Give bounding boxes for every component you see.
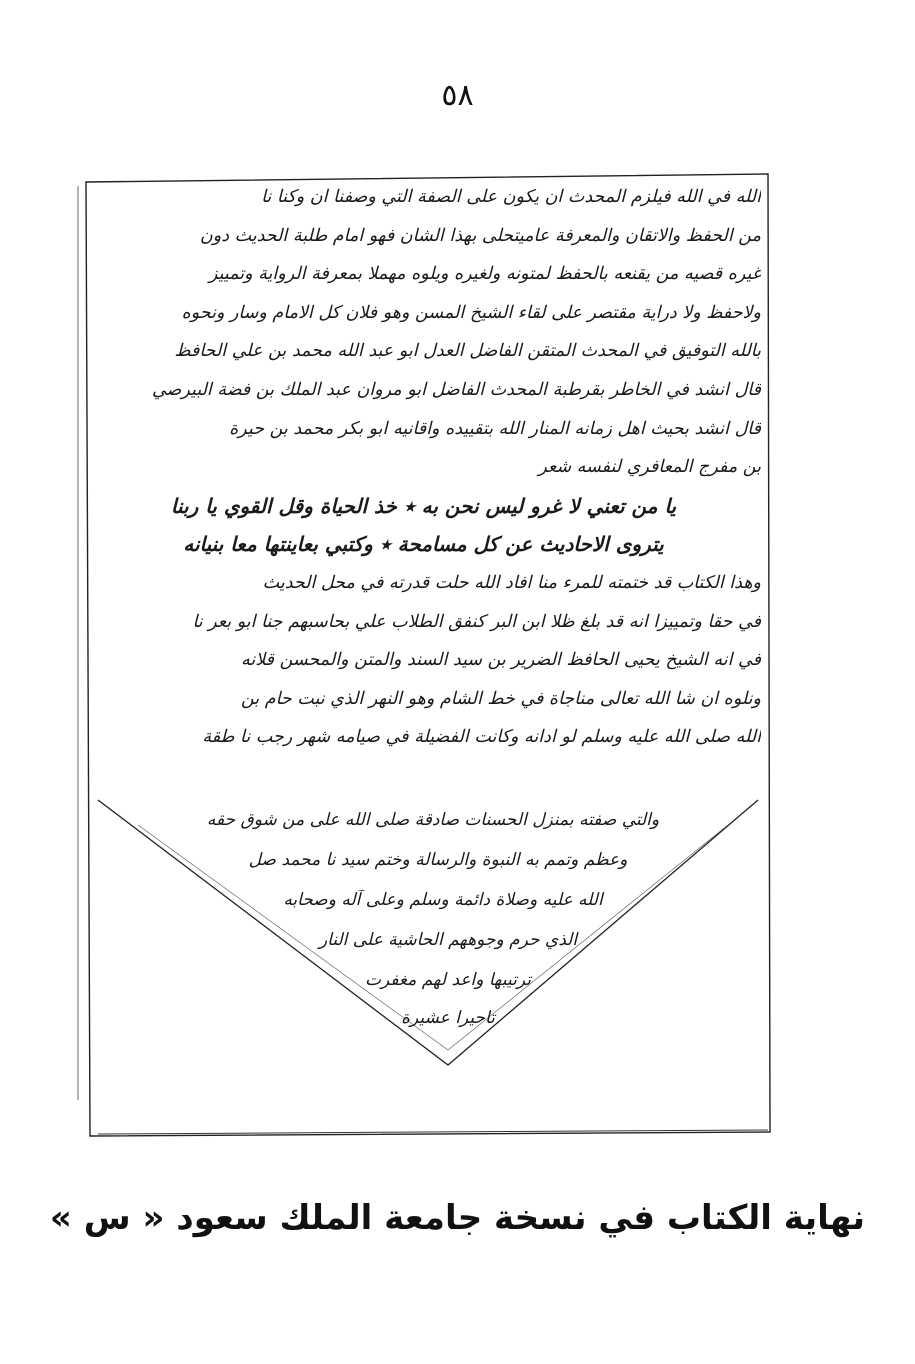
figure-caption: نهاية الكتاب في نسخة جامعة الملك سعود « س » — [49, 1198, 866, 1238]
manuscript-line: ونلوه ان شا الله تعالى مناجاة في خط الشام وهو النهر الذي نبت حام بن — [240, 688, 761, 709]
colophon-line: والتي صفته بمنزل الحسنات صادقة صلى الله على من شوق حقه — [206, 810, 660, 830]
colophon-line: وعظم وتمم به النبوة والرسالة وختم سيد نا محمد صل — [248, 850, 628, 870]
manuscript-image — [68, 160, 788, 1140]
manuscript-line: في انه الشيخ يحيى الحافظ الضرير بن سيد السند والمتن والمحسن قلانه — [240, 650, 761, 671]
manuscript-line: وهذا الكتاب قد ختمته للمرء منا افاد الله حلت قدرته في محل الحديث — [262, 572, 761, 593]
colophon-line: الله عليه وصلاة دائمة وسلم وعلى آله وصحابه — [283, 890, 603, 910]
manuscript-line: قال انشد بحيث اهل زمانه المنار الله بتقييده واقانيه ابو بكر محمد بن حيرة — [229, 418, 761, 439]
manuscript-verse: يتروى الاحاديث عن كل مسامحة ٭ وكتبي بعاينتها معا بنيانه — [183, 532, 664, 557]
manuscript-line: قال انشد في الخاطر بقرطبة المحدث الفاضل ابو مروان عبد الملك بن فضة البيرصي — [151, 379, 761, 400]
colophon-line: تاحيرا عشيرة — [401, 1008, 495, 1028]
manuscript-text — [86, 178, 761, 757]
manuscript-line: بالله التوفيق في المحدث المتقن الفاضل العدل ابو عبد الله محمد بن علي الحافظ — [174, 341, 761, 362]
manuscript-line: بن مفرج المعافري لنفسه شعر — [538, 457, 761, 478]
manuscript-line: في حقا وتمييزا انه قد بلغ ظلا ابن البر كنفق الطلاب علي بحاسبهم جنا ابو بعر نا — [192, 611, 761, 632]
colophon-line: الذي حرم وجوههم الحاشية على النار — [318, 930, 578, 950]
manuscript-line: ولاحفظ ولا دراية مقتصر على لقاء الشيخ المسن وهو فلان كل الامام وسار ونحوه — [181, 302, 761, 323]
manuscript-line: الله في الله فيلزم المحدث ان يكون على الصفة التي وصفنا ان وكنا نا — [261, 187, 761, 207]
manuscript-verse: يا من تعني لا غرو ليس نحن به ٭ خذ الحياة وقل القوي يا ربنا — [170, 493, 677, 518]
manuscript-line: غيره قصيه من يقنعه بالحفظ لمتونه ولغيره ويلوه مهملا بمعرفة الرواية وتمييز — [208, 264, 761, 285]
colophon-line: ترتيبها واعد لهم مغفرت — [365, 970, 531, 990]
manuscript-line: الله صلى الله عليه وسلم لو ادانه وكانت الفضيلة في صيامه شهر رجب نا طقة — [202, 727, 761, 748]
manuscript-line: من الحفظ والاتقان والمعرفة عاميتحلى بهذا الشان فهو امام طلبة الحديث دون — [199, 225, 761, 246]
page-number: ٥٨ — [441, 78, 474, 113]
